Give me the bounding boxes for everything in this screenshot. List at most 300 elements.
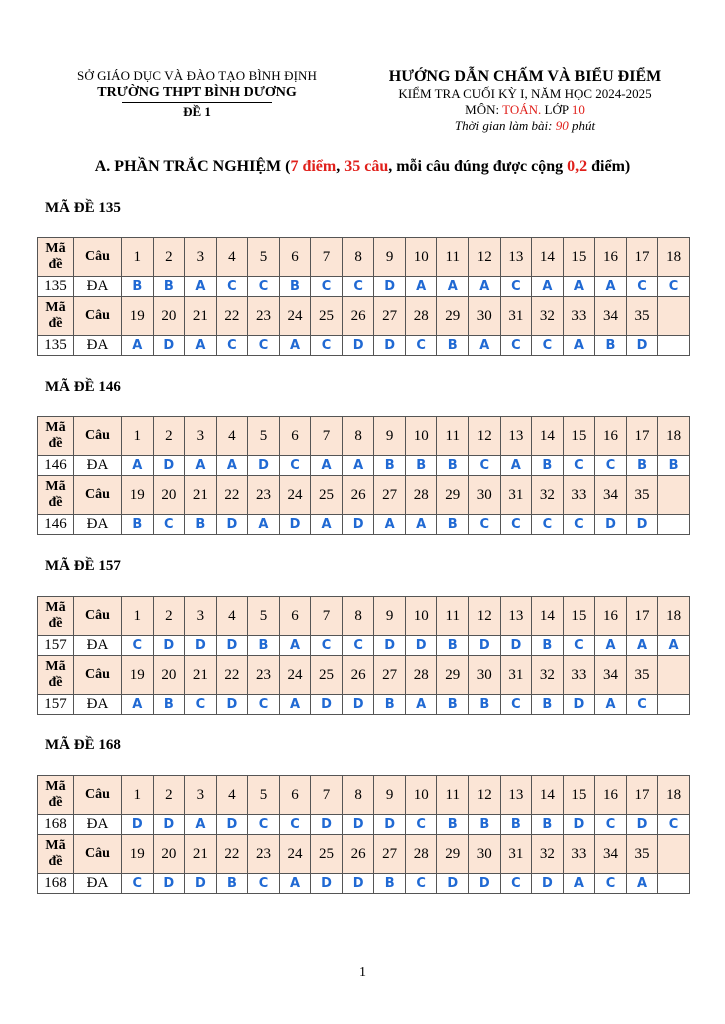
answer-cell: D	[216, 636, 248, 656]
question-number: 13	[500, 776, 532, 815]
answer-cell: B	[500, 815, 532, 835]
answer-cell: C	[500, 277, 532, 297]
answer-cell: B	[374, 695, 406, 715]
answer-cell: A	[122, 336, 154, 356]
question-number: 8	[342, 417, 374, 456]
answer-cell: C	[500, 874, 532, 894]
exam-code-header-line2: đề	[48, 316, 63, 331]
answer-cell: B	[532, 815, 564, 835]
exam-code-header	[38, 656, 74, 695]
question-header: Câu	[74, 297, 122, 336]
answer-cell: A	[279, 336, 311, 356]
answer-row	[38, 874, 690, 894]
answer-cell: C	[342, 277, 374, 297]
answer-cell: B	[185, 515, 217, 535]
document-title: HƯỚNG DẪN CHẤM VÀ BIỂU ĐIỂM	[388, 68, 662, 85]
question-number: 30	[469, 476, 501, 515]
answer-cell: C	[658, 815, 690, 835]
question-number: 32	[532, 297, 564, 336]
question-number: 34	[595, 297, 627, 336]
section-title	[0, 158, 725, 176]
question-number: 13	[500, 238, 532, 277]
question-header: Câu	[74, 656, 122, 695]
exam-code-header-line2: đề	[48, 257, 63, 272]
answer-row	[38, 456, 690, 476]
question-header: Câu	[74, 597, 122, 636]
exam-code-header-line1: Mã	[45, 779, 66, 794]
answer-cell: A	[216, 456, 248, 476]
question-number: 23	[248, 297, 280, 336]
exam-code-title: MÃ ĐỀ 157	[45, 558, 121, 574]
exam-code-header-line1: Mã	[45, 838, 66, 853]
exam-code-title: MÃ ĐỀ 168	[45, 737, 121, 753]
answer-cell: D	[153, 456, 185, 476]
question-number: 16	[595, 417, 627, 456]
answer-cell: C	[500, 336, 532, 356]
answer-cell: D	[311, 695, 343, 715]
question-number: 24	[279, 835, 311, 874]
answer-cell: B	[469, 695, 501, 715]
answer-cell: B	[153, 277, 185, 297]
answer-cell: A	[626, 636, 658, 656]
answer-cell: D	[469, 636, 501, 656]
grade-value: 10	[571, 102, 585, 117]
answer-cell: B	[279, 277, 311, 297]
answer-label: ĐA	[74, 277, 122, 297]
answer-cell: D	[500, 636, 532, 656]
answer-cell: A	[185, 277, 217, 297]
answer-cell: C	[563, 515, 595, 535]
question-number: 25	[311, 297, 343, 336]
question-number: 31	[500, 297, 532, 336]
exam-code-header	[38, 776, 74, 815]
answer-cell: A	[185, 815, 217, 835]
page-number: 1	[359, 965, 366, 980]
answer-cell: C	[279, 815, 311, 835]
answer-cell: B	[437, 515, 469, 535]
answer-cell: C	[658, 277, 690, 297]
answer-label: ĐA	[74, 815, 122, 835]
question-number: 29	[437, 656, 469, 695]
question-number: 4	[216, 776, 248, 815]
question-number: 2	[153, 776, 185, 815]
question-number: 12	[469, 417, 501, 456]
answer-cell: C	[153, 515, 185, 535]
exam-code-value: 157	[38, 695, 74, 715]
answer-cell: D	[374, 336, 406, 356]
answer-cell: B	[405, 456, 437, 476]
question-number: 12	[469, 776, 501, 815]
answer-cell	[658, 874, 690, 894]
exam-code-header	[38, 835, 74, 874]
answer-cell: B	[658, 456, 690, 476]
answer-cell: C	[248, 874, 280, 894]
header-right	[355, 68, 695, 134]
question-header: Câu	[74, 417, 122, 456]
question-number: 29	[437, 476, 469, 515]
answer-cell: A	[626, 874, 658, 894]
question-number: 26	[342, 835, 374, 874]
question-number: 26	[342, 476, 374, 515]
header-left	[38, 68, 356, 120]
question-number: 6	[279, 238, 311, 277]
answer-cell: B	[122, 277, 154, 297]
question-number: 3	[185, 776, 217, 815]
question-number: 2	[153, 417, 185, 456]
question-number: 11	[437, 776, 469, 815]
answer-cell: A	[469, 277, 501, 297]
answer-cell: C	[532, 336, 564, 356]
time-suffix: phút	[568, 118, 596, 133]
question-number: 20	[153, 297, 185, 336]
question-number: 25	[311, 835, 343, 874]
exam-code-header-line1: Mã	[45, 479, 66, 494]
answer-label: ĐA	[74, 874, 122, 894]
question-number: 5	[248, 776, 280, 815]
section-sep: ,	[336, 158, 345, 175]
exam-code-header-line2: đề	[48, 495, 63, 510]
question-number: 2	[153, 597, 185, 636]
question-number: 7	[311, 417, 343, 456]
question-number: 5	[248, 238, 280, 277]
answer-row	[38, 636, 690, 656]
question-number: 23	[248, 835, 280, 874]
answer-cell: A	[311, 456, 343, 476]
question-number: 17	[626, 776, 658, 815]
question-number: 22	[216, 297, 248, 336]
question-number: 24	[279, 656, 311, 695]
exam-code-header	[38, 476, 74, 515]
time-line	[355, 118, 695, 134]
subject-prefix: MÔN:	[465, 102, 503, 117]
question-number: 19	[122, 297, 154, 336]
question-number: 34	[595, 656, 627, 695]
question-number: 31	[500, 476, 532, 515]
question-number-row	[38, 656, 690, 695]
question-number: 21	[185, 297, 217, 336]
question-number: 9	[374, 776, 406, 815]
section-suffix: điểm)	[587, 158, 631, 175]
answer-cell: A	[405, 695, 437, 715]
answer-cell: C	[405, 815, 437, 835]
question-number: 27	[374, 656, 406, 695]
question-number: 12	[469, 597, 501, 636]
answer-cell: B	[437, 636, 469, 656]
question-number: 10	[405, 776, 437, 815]
answer-cell: A	[185, 456, 217, 476]
answer-cell: B	[153, 695, 185, 715]
time-prefix: Thời gian làm bài:	[454, 118, 556, 133]
question-number: 1	[122, 597, 154, 636]
answer-cell: A	[563, 874, 595, 894]
question-number: 29	[437, 835, 469, 874]
question-number: 26	[342, 297, 374, 336]
answer-cell: D	[342, 874, 374, 894]
answer-cell: C	[248, 695, 280, 715]
answer-cell: D	[311, 815, 343, 835]
answer-cell: D	[595, 515, 627, 535]
answer-cell: C	[563, 636, 595, 656]
question-number: 19	[122, 476, 154, 515]
answer-cell: A	[595, 636, 627, 656]
answer-cell: A	[122, 695, 154, 715]
answer-label: ĐA	[74, 515, 122, 535]
answer-cell: A	[563, 336, 595, 356]
exam-code-value: 168	[38, 815, 74, 835]
answer-cell: C	[405, 874, 437, 894]
question-number: 31	[500, 835, 532, 874]
question-number: 11	[437, 597, 469, 636]
answer-cell: D	[153, 815, 185, 835]
answer-cell: B	[437, 695, 469, 715]
question-number: 17	[626, 417, 658, 456]
question-number: 34	[595, 476, 627, 515]
exam-code-title: MÃ ĐỀ 135	[45, 200, 121, 216]
answer-cell: D	[185, 874, 217, 894]
question-number: 15	[563, 238, 595, 277]
question-number: 20	[153, 476, 185, 515]
question-number: 7	[311, 776, 343, 815]
answer-cell	[658, 336, 690, 356]
question-number: 7	[311, 238, 343, 277]
question-number: 7	[311, 597, 343, 636]
question-number: 2	[153, 238, 185, 277]
exam-code-value: 157	[38, 636, 74, 656]
answer-cell: A	[311, 515, 343, 535]
question-number: 27	[374, 297, 406, 336]
answer-cell: A	[500, 456, 532, 476]
question-number: 33	[563, 476, 595, 515]
answer-cell: D	[342, 515, 374, 535]
answer-cell: D	[342, 815, 374, 835]
answer-cell: D	[153, 636, 185, 656]
answer-cell: D	[469, 874, 501, 894]
question-number: 8	[342, 238, 374, 277]
question-number: 24	[279, 297, 311, 336]
answer-cell: C	[500, 515, 532, 535]
question-header: Câu	[74, 776, 122, 815]
exam-code-header-line2: đề	[48, 795, 63, 810]
exam-code-header-line1: Mã	[45, 300, 66, 315]
exam-code-header-line1: Mã	[45, 600, 66, 615]
answer-cell: C	[469, 515, 501, 535]
answer-cell: D	[311, 874, 343, 894]
answer-cell: C	[122, 874, 154, 894]
answer-cell: C	[122, 636, 154, 656]
answer-cell: B	[216, 874, 248, 894]
question-number: 14	[532, 417, 564, 456]
school-underline	[122, 102, 272, 103]
answer-cell: A	[342, 456, 374, 476]
answer-cell: A	[279, 695, 311, 715]
answer-cell: B	[248, 636, 280, 656]
answer-cell: D	[563, 815, 595, 835]
section-each: 0,2	[567, 158, 588, 175]
question-number: 21	[185, 656, 217, 695]
exam-code-value: 135	[38, 336, 74, 356]
question-number: 35	[626, 835, 658, 874]
question-number: 27	[374, 476, 406, 515]
answer-cell: A	[122, 456, 154, 476]
question-number: 12	[469, 238, 501, 277]
answer-cell: C	[248, 815, 280, 835]
time-value: 90	[555, 118, 569, 133]
question-number: 28	[405, 835, 437, 874]
answer-cell: D	[405, 636, 437, 656]
answer-key-table	[37, 775, 690, 894]
question-number: 19	[122, 656, 154, 695]
answer-cell: B	[374, 456, 406, 476]
question-number: 35	[626, 297, 658, 336]
question-number: 13	[500, 417, 532, 456]
question-number: 6	[279, 597, 311, 636]
question-number: 9	[374, 417, 406, 456]
question-header: Câu	[74, 238, 122, 277]
question-number: 18	[658, 597, 690, 636]
exam-code-value: 168	[38, 874, 74, 894]
answer-cell: C	[469, 456, 501, 476]
question-number: 15	[563, 776, 595, 815]
answer-cell: A	[279, 636, 311, 656]
question-number: 21	[185, 476, 217, 515]
answer-cell: C	[626, 277, 658, 297]
question-number	[658, 656, 690, 695]
department-name: SỞ GIÁO DỤC VÀ ĐÀO TẠO BÌNH ĐỊNH	[77, 68, 317, 83]
answer-row	[38, 815, 690, 835]
question-number: 17	[626, 238, 658, 277]
answer-cell: D	[626, 336, 658, 356]
answer-cell: D	[374, 815, 406, 835]
answer-cell: A	[374, 515, 406, 535]
section-points: 7 điểm	[290, 158, 337, 175]
answer-key-table	[37, 237, 690, 356]
answer-cell: C	[216, 277, 248, 297]
answer-cell: C	[532, 515, 564, 535]
exam-code-value: 135	[38, 277, 74, 297]
answer-cell: A	[563, 277, 595, 297]
exam-code-header-line2: đề	[48, 436, 63, 451]
answer-cell	[658, 695, 690, 715]
question-number: 3	[185, 417, 217, 456]
question-number: 9	[374, 597, 406, 636]
exam-code-header-line2: đề	[48, 616, 63, 631]
question-number: 22	[216, 656, 248, 695]
question-number: 33	[563, 656, 595, 695]
question-number: 14	[532, 597, 564, 636]
question-number	[658, 297, 690, 336]
answer-cell: D	[626, 515, 658, 535]
question-number: 35	[626, 656, 658, 695]
answer-cell: A	[532, 277, 564, 297]
answer-cell: D	[374, 636, 406, 656]
question-number-row	[38, 297, 690, 336]
question-number: 31	[500, 656, 532, 695]
question-number: 29	[437, 297, 469, 336]
question-number: 18	[658, 417, 690, 456]
answer-cell: A	[658, 636, 690, 656]
question-number: 18	[658, 238, 690, 277]
answer-cell: D	[563, 695, 595, 715]
exam-code-value: 146	[38, 456, 74, 476]
answer-cell: B	[122, 515, 154, 535]
answer-cell: A	[595, 277, 627, 297]
subject-value: TOÁN.	[502, 102, 542, 117]
answer-cell: A	[595, 695, 627, 715]
question-number: 33	[563, 297, 595, 336]
answer-cell: D	[153, 336, 185, 356]
question-number: 8	[342, 776, 374, 815]
exam-code-header-line1: Mã	[45, 420, 66, 435]
question-number-row	[38, 776, 690, 815]
question-number: 4	[216, 238, 248, 277]
answer-cell: A	[469, 336, 501, 356]
question-number: 30	[469, 835, 501, 874]
question-number: 35	[626, 476, 658, 515]
answer-cell: B	[469, 815, 501, 835]
answer-cell: D	[437, 874, 469, 894]
question-number: 26	[342, 656, 374, 695]
question-number: 15	[563, 417, 595, 456]
answer-cell: C	[342, 636, 374, 656]
section-count: 35 câu	[344, 158, 389, 175]
question-number: 10	[405, 238, 437, 277]
question-number: 8	[342, 597, 374, 636]
question-number: 1	[122, 238, 154, 277]
answer-cell: C	[311, 636, 343, 656]
question-number	[658, 476, 690, 515]
answer-cell: C	[279, 456, 311, 476]
answer-cell: A	[437, 277, 469, 297]
exam-code-header	[38, 597, 74, 636]
exam-code-header	[38, 238, 74, 277]
question-number: 25	[311, 656, 343, 695]
answer-cell: B	[626, 456, 658, 476]
answer-cell: B	[437, 336, 469, 356]
answer-cell: D	[248, 456, 280, 476]
answer-cell: C	[311, 336, 343, 356]
answer-row	[38, 515, 690, 535]
answer-cell: D	[279, 515, 311, 535]
answer-cell: C	[248, 277, 280, 297]
answer-cell: B	[437, 456, 469, 476]
answer-cell: D	[216, 515, 248, 535]
question-number: 15	[563, 597, 595, 636]
answer-label: ĐA	[74, 695, 122, 715]
answer-cell: D	[216, 815, 248, 835]
question-number: 1	[122, 776, 154, 815]
answer-cell: C	[248, 336, 280, 356]
answer-cell: B	[532, 456, 564, 476]
exam-code-header-line2: đề	[48, 675, 63, 690]
answer-cell: B	[532, 636, 564, 656]
question-number: 16	[595, 597, 627, 636]
answer-cell: C	[626, 695, 658, 715]
question-number: 30	[469, 297, 501, 336]
question-number: 14	[532, 238, 564, 277]
question-number: 11	[437, 417, 469, 456]
answer-cell: D	[153, 874, 185, 894]
answer-cell: D	[216, 695, 248, 715]
question-number: 5	[248, 597, 280, 636]
question-number: 1	[122, 417, 154, 456]
question-number-row	[38, 835, 690, 874]
grade-prefix: LỚP	[541, 102, 572, 117]
question-number: 32	[532, 835, 564, 874]
answer-cell: D	[122, 815, 154, 835]
question-number-row	[38, 597, 690, 636]
exam-code-value: 146	[38, 515, 74, 535]
question-number: 4	[216, 417, 248, 456]
